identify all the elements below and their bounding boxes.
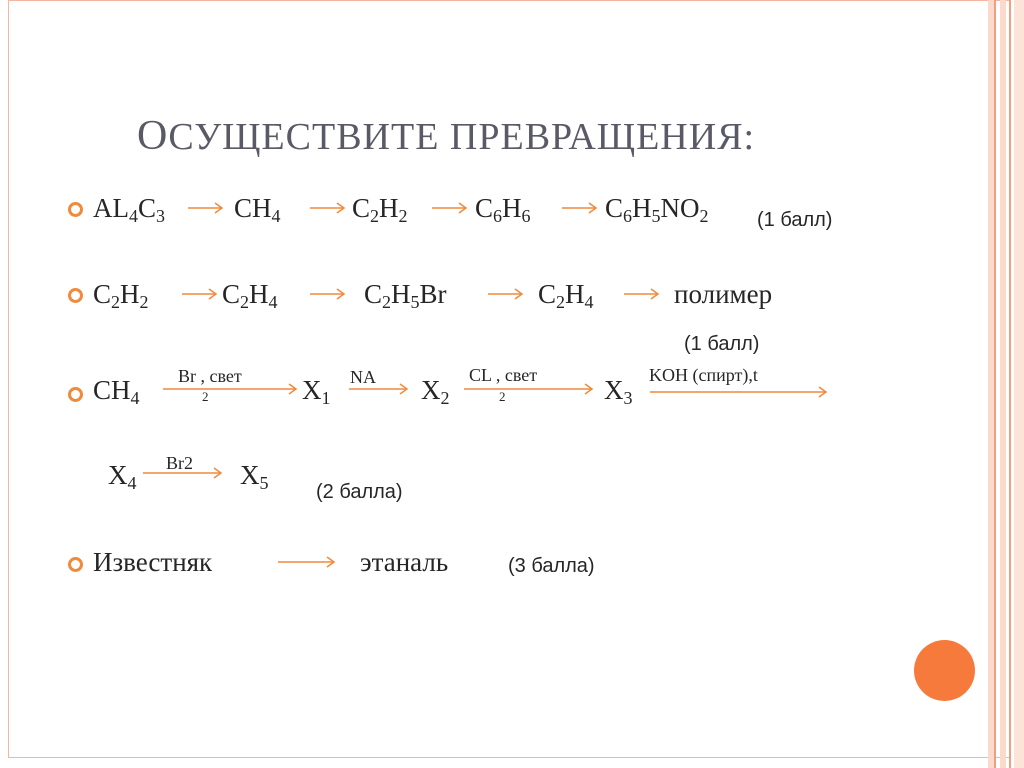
right-stripe: [1000, 0, 1006, 768]
reaction-arrow: [624, 288, 660, 300]
reaction-arrow: [464, 383, 594, 395]
formula-x3: $X_3$: [604, 375, 633, 408]
formula-c2h2: $C_2H_2$: [93, 279, 149, 312]
reaction-arrow: [182, 288, 218, 300]
formula-c2h4: $C_2H_4$: [538, 279, 594, 312]
reaction-arrow: [488, 288, 524, 300]
formula-al4c3: $AL_4C_3$: [93, 193, 166, 226]
points-label: (3 балла): [508, 555, 595, 577]
reaction-arrow: [650, 386, 828, 398]
reaction-arrow: [562, 202, 598, 214]
points-label: (1 балл): [684, 333, 760, 355]
formula-ch4: $CH_4$: [93, 375, 140, 408]
reaction-arrow: [188, 202, 224, 214]
reactant-limestone: Известняк: [93, 547, 213, 577]
reaction-arrow: [310, 202, 346, 214]
reagent-subscript: 2: [499, 389, 506, 404]
reaction-arrow: [310, 288, 346, 300]
decorative-circle: [914, 640, 975, 701]
reagent-label: KOH (спирт),t: [649, 365, 758, 385]
product-ethanal: этаналь: [360, 547, 449, 577]
reaction-arrow: [432, 202, 468, 214]
formula-c6h6: $C_6H_6$: [475, 193, 531, 226]
formula-x5: $X_5$: [240, 460, 269, 493]
reagent-label: NA: [350, 367, 376, 387]
right-stripe: [994, 0, 996, 768]
formula-c2h2: $C_2H_2$: [352, 193, 408, 226]
bullet-icon: [68, 202, 83, 217]
reaction-arrow: [163, 383, 298, 395]
formula-c6h5no2: $C_6H_5NO_2$: [605, 193, 709, 226]
formula-ch4: $CH_4$: [234, 193, 281, 226]
product-polymer: полимер: [674, 279, 773, 309]
right-stripe: [1009, 0, 1011, 768]
reaction-arrow: [143, 467, 223, 479]
reagent-subscript: 2: [202, 389, 209, 404]
right-stripe: [1014, 0, 1024, 768]
reagent-label: Br , свет: [178, 366, 242, 386]
formula-x1: $X_1$: [302, 375, 331, 408]
slide-title: ОСУЩЕСТВИТЕ ПРЕВРАЩЕНИЯ:: [137, 113, 756, 159]
reaction-arrow: [278, 556, 336, 568]
points-label: (1 балл): [757, 209, 833, 231]
formula-c2h4: $C_2H_4$: [222, 279, 278, 312]
bullet-icon: [68, 557, 83, 572]
points-label: (2 балла): [316, 481, 403, 503]
reagent-label: CL , свет: [469, 365, 538, 385]
reaction-arrow: [349, 383, 409, 395]
bullet-icon: [68, 288, 83, 303]
reagent-label: Br2: [166, 453, 193, 473]
formula-x2: $X_2$: [421, 375, 450, 408]
formula-c2h5br: $C_2H_5Br$: [364, 279, 447, 312]
formula-x4: $X_4$: [108, 460, 137, 493]
bullet-icon: [68, 387, 83, 402]
